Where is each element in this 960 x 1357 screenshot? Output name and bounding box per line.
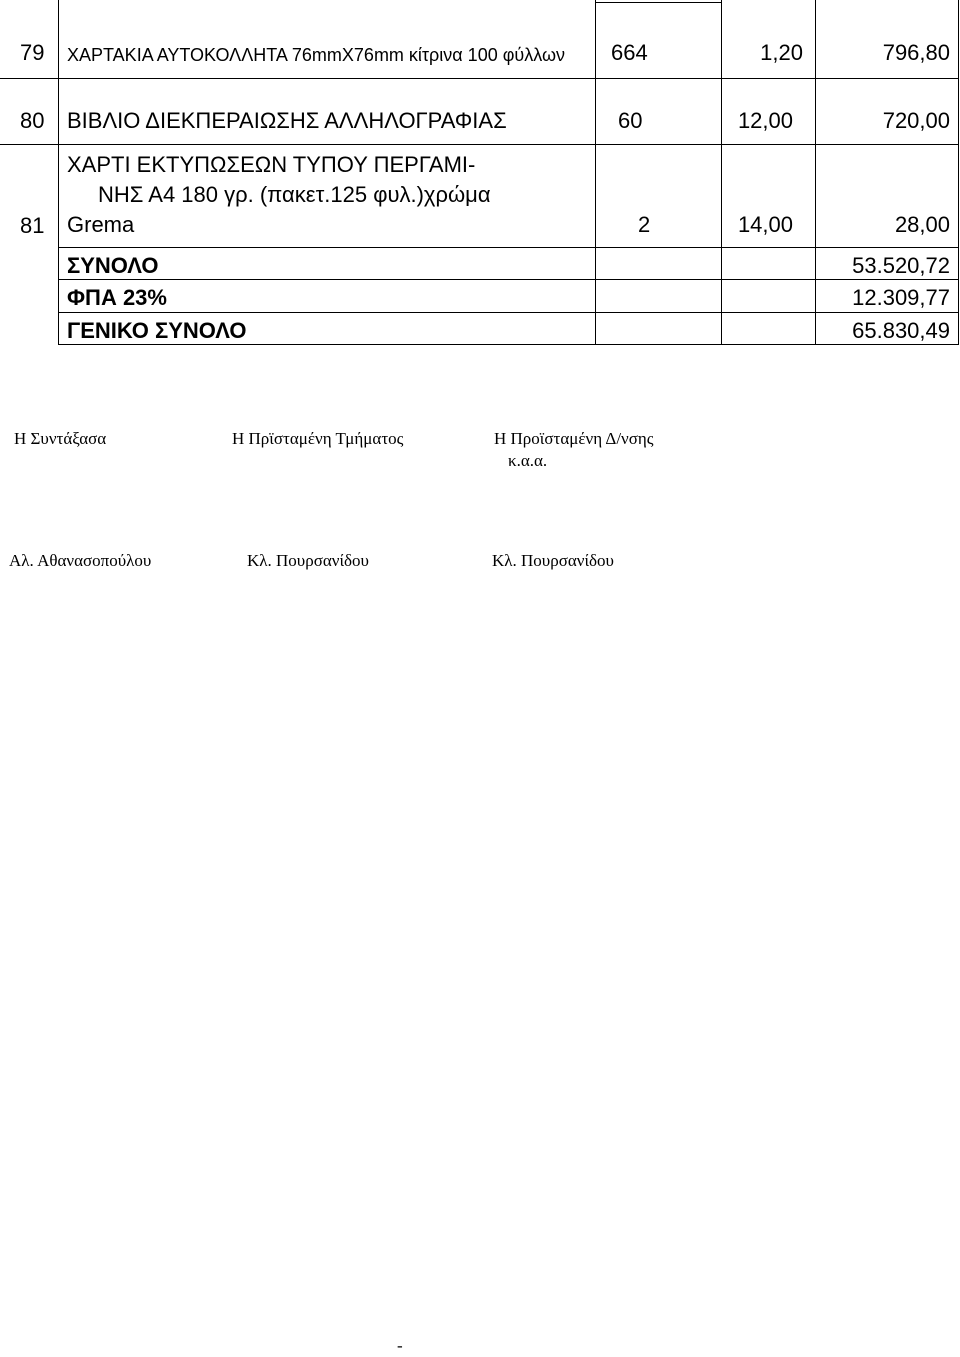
signature-title-director: Η Προϊσταμένη Δ/νσης bbox=[494, 429, 654, 448]
row-total: 28,00 bbox=[894, 212, 950, 237]
table-rule bbox=[58, 279, 959, 280]
table-rule bbox=[58, 247, 959, 248]
row-total: 720,00 bbox=[882, 108, 950, 133]
vat-label: ΦΠΑ 23% bbox=[67, 285, 167, 310]
row-quantity: 2 bbox=[638, 212, 651, 237]
row-total: 796,80 bbox=[882, 40, 950, 65]
row-unit-price: 12,00 bbox=[737, 108, 793, 133]
signature-name-section-head: Κλ. Πουρσανίδου bbox=[247, 551, 369, 570]
table-border-left bbox=[58, 0, 59, 345]
table-rule bbox=[595, 2, 721, 3]
subtotal-label: ΣΥΝΟΛΟ bbox=[67, 253, 159, 278]
row-number: 80 bbox=[20, 108, 45, 133]
row-description: ΧΑΡΤΑΚΙΑ ΑΥΤΟΚΟΛΛΗΤΑ 76mmX76mm κίτρινα 100 φύλλων bbox=[67, 45, 566, 65]
signature-name-author: Αλ. Αθανασοπούλου bbox=[9, 551, 152, 570]
grand-total-value: 65.830,49 bbox=[852, 318, 950, 343]
grand-total-label: ΓΕΝΙΚΟ ΣΥΝΟΛΟ bbox=[67, 318, 247, 343]
table-rule bbox=[0, 144, 959, 145]
table-rule bbox=[58, 344, 959, 345]
signature-title-section-head: Η Πρϊσταμένη Τμήματος bbox=[232, 429, 404, 448]
table-border-right bbox=[958, 0, 959, 345]
row-description-line: ΝΗΣ Α4 180 γρ. (πακετ.125 φυλ.)χρώμα bbox=[98, 182, 491, 207]
table-rule bbox=[0, 78, 959, 79]
signature-name-director: Κλ. Πουρσανίδου bbox=[492, 551, 614, 570]
table-border-price-left bbox=[721, 0, 722, 345]
row-quantity: 60 bbox=[618, 108, 643, 133]
subtotal-value: 53.520,72 bbox=[852, 253, 950, 278]
row-description: ΒΙΒΛΙΟ ΔΙΕΚΠΕΡΑΙΩΣΗΣ ΑΛΛΗΛΟΓΡΑΦΙΑΣ bbox=[67, 108, 507, 133]
vat-value: 12.309,77 bbox=[852, 285, 950, 310]
row-unit-price: 14,00 bbox=[737, 212, 793, 237]
row-description-line: ΧΑΡΤΙ ΕΚΤΥΠΩΣΕΩΝ ΤΥΠΟΥ ΠΕΡΓΑΜΙ- bbox=[67, 152, 476, 177]
table-border-qty-left bbox=[595, 0, 596, 345]
row-number: 79 bbox=[20, 40, 45, 65]
table-border-total-left bbox=[815, 0, 816, 345]
table-rule bbox=[58, 312, 959, 313]
row-unit-price: 1,20 bbox=[760, 40, 803, 65]
signature-title-author: Η Συντάξασα bbox=[14, 429, 107, 448]
row-description-line: Grema bbox=[67, 212, 135, 237]
row-number: 81 bbox=[20, 213, 45, 238]
signature-subtitle: κ.α.α. bbox=[508, 451, 548, 470]
row-quantity: 664 bbox=[611, 40, 648, 65]
footer-mark: - bbox=[397, 1336, 403, 1355]
